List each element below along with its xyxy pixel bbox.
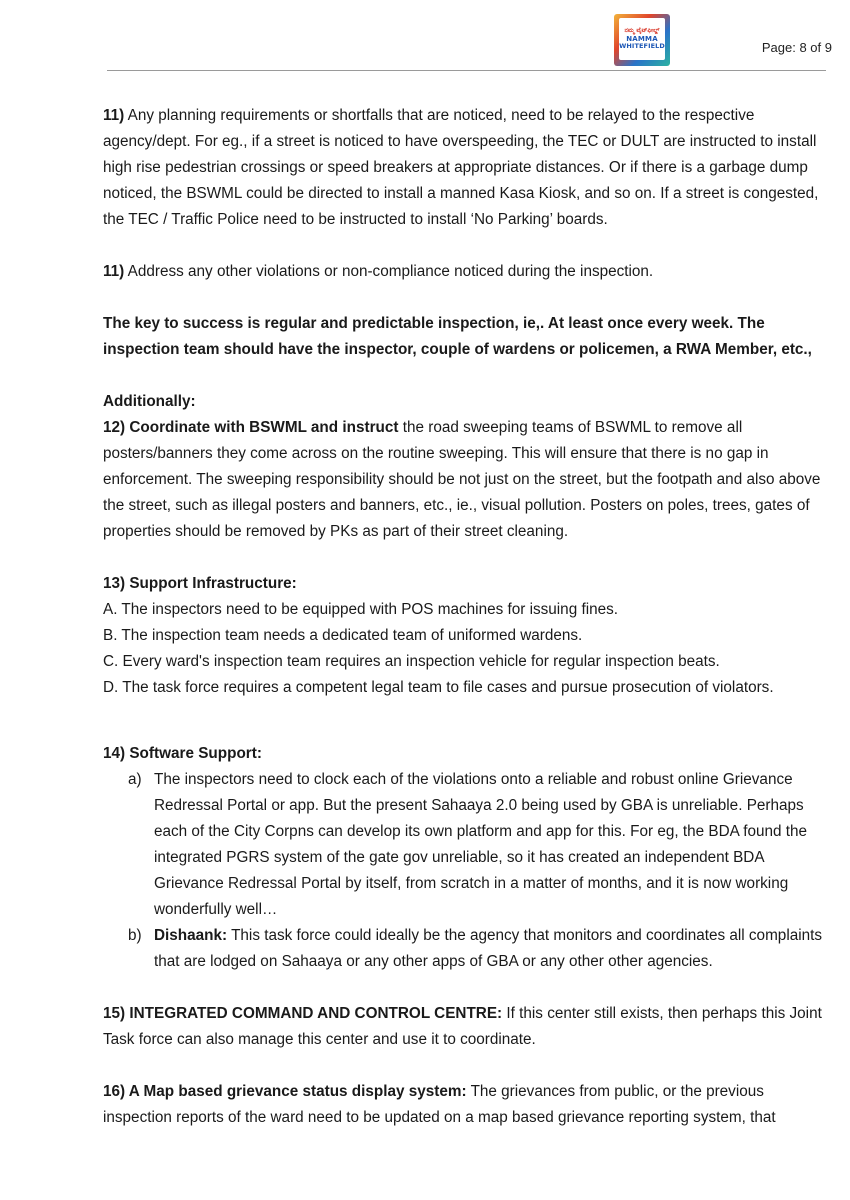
list-marker: a) — [128, 771, 142, 788]
section-text: If this center still exists, then perhaps this Joint Task force can also manage this center and use it to coordinate. — [103, 1005, 822, 1048]
item-text: This task force could ideally be the agency that monitors and coordinates all complaints that are lodged on Sahaaya or any other apps of GBA or any other other agencies. — [154, 927, 823, 970]
spacer — [103, 545, 823, 571]
spacer — [103, 363, 823, 389]
spacer — [103, 975, 823, 1001]
section-text: The grievances from public, or the previous inspection reports of the ward need to be updated on a map based grievance reporting system, that — [103, 1083, 776, 1126]
section-11-violations — [103, 259, 823, 285]
heading-text: 13) Support Infrastructure: — [103, 575, 297, 592]
list-item: B. The inspection team needs a dedicated team of uniformed wardens. — [103, 627, 583, 644]
namma-whitefield-logo — [614, 14, 670, 66]
header-divider — [107, 70, 826, 71]
section-lead: 15) INTEGRATED COMMAND AND CONTROL CENTRE: — [103, 1005, 503, 1022]
spacer — [103, 233, 823, 259]
section-lead: 16) A Map based grievance status display system: — [103, 1083, 467, 1100]
section-lead: 12) Coordinate with BSWML and instruct — [103, 419, 399, 436]
section-15-command-centre — [103, 1001, 823, 1053]
list-item — [103, 923, 823, 975]
logo-line-namma: NAMMA — [626, 35, 658, 44]
list-marker: b) — [128, 927, 142, 944]
list-item — [103, 767, 823, 923]
item-lead: Dishaank: — [154, 927, 228, 944]
additionally-heading — [103, 389, 823, 415]
section-12-coordinate — [103, 415, 823, 545]
section-text: Any planning requirements or shortfalls that are noticed, need to be relayed to the respective agency/dept. For eg., if a street is noticed to have overspeeding, the TEC or DULT are instructed to install high rise pedestrian crossings or speed breakers at appropriate distances. Or if there is a garbage dump noticed, the BSWML could be directed to install a manned Kasa Kiosk, and so on. If a street is congested, the TEC / Traffic Police need to be instructed to install ‘No Parking’ boards. — [103, 107, 819, 228]
section-text: the road sweeping teams of BSWML to remove all posters/banners they come across on the routine sweeping. This will ensure that there is no gap in enforcement. The sweeping responsibility should be not just on the street, but the footpath and also above the street, such as illegal posters and banners, etc., ie., visual pollution. Posters on poles, trees, gates of properties should be removed by PKs as part of their street cleaning. — [103, 419, 821, 540]
list-item-text — [154, 923, 823, 975]
heading-text: 14) Software Support: — [103, 745, 262, 762]
section-16-map-system — [103, 1079, 823, 1131]
section-number: 11) — [103, 263, 125, 280]
logo-line-whitefield: WHITEFIELD — [619, 42, 665, 51]
section-14-heading — [103, 741, 823, 767]
spacer — [103, 285, 823, 311]
section-13-heading — [103, 571, 823, 597]
key-text: The key to success is regular and predictable inspection, ie,. At least once every week. The inspection team should have the inspector, couple of wardens or policemen, a RWA Member, etc., — [103, 315, 812, 358]
page-number: Page: 8 of 9 — [761, 40, 832, 55]
logo-inner — [619, 18, 665, 60]
section-text: Address any other violations or non-compliance noticed during the inspection. — [124, 263, 654, 280]
key-to-success — [103, 311, 823, 363]
list-item-text: The inspectors need to clock each of the violations onto a reliable and robust online Grievance Redressal Portal or app. But the present Sahaaya 2.0 being used by GBA is unreliable. Perhaps each of the City Corpns can develop its own platform and app for this. For eg, the BDA found the integrated PGRS system of the gate gov unreliable, so it has created an independent BDA Grievance Redressal Portal by itself, from scratch in a matter of months, and it is now working wonderfully well… — [154, 771, 808, 918]
section-number: 11) — [103, 107, 125, 124]
spacer — [103, 701, 823, 741]
heading-text: Additionally: — [103, 393, 196, 410]
logo-line-kannada: ನಮ್ಮ ವೈಟ್‌ಫೀಲ್ಡ್ — [624, 27, 660, 35]
list-item: A. The inspectors need to be equipped with POS machines for issuing fines. — [103, 601, 619, 618]
section-11-planning — [103, 103, 823, 233]
spacer — [103, 1053, 823, 1079]
software-support-list — [103, 767, 823, 975]
list-item: C. Every ward's inspection team requires an inspection vehicle for regular inspection beats. — [103, 653, 720, 670]
list-item: D. The task force requires a competent legal team to file cases and pursue prosecution of violators. — [103, 679, 774, 696]
document-body — [103, 103, 823, 1131]
